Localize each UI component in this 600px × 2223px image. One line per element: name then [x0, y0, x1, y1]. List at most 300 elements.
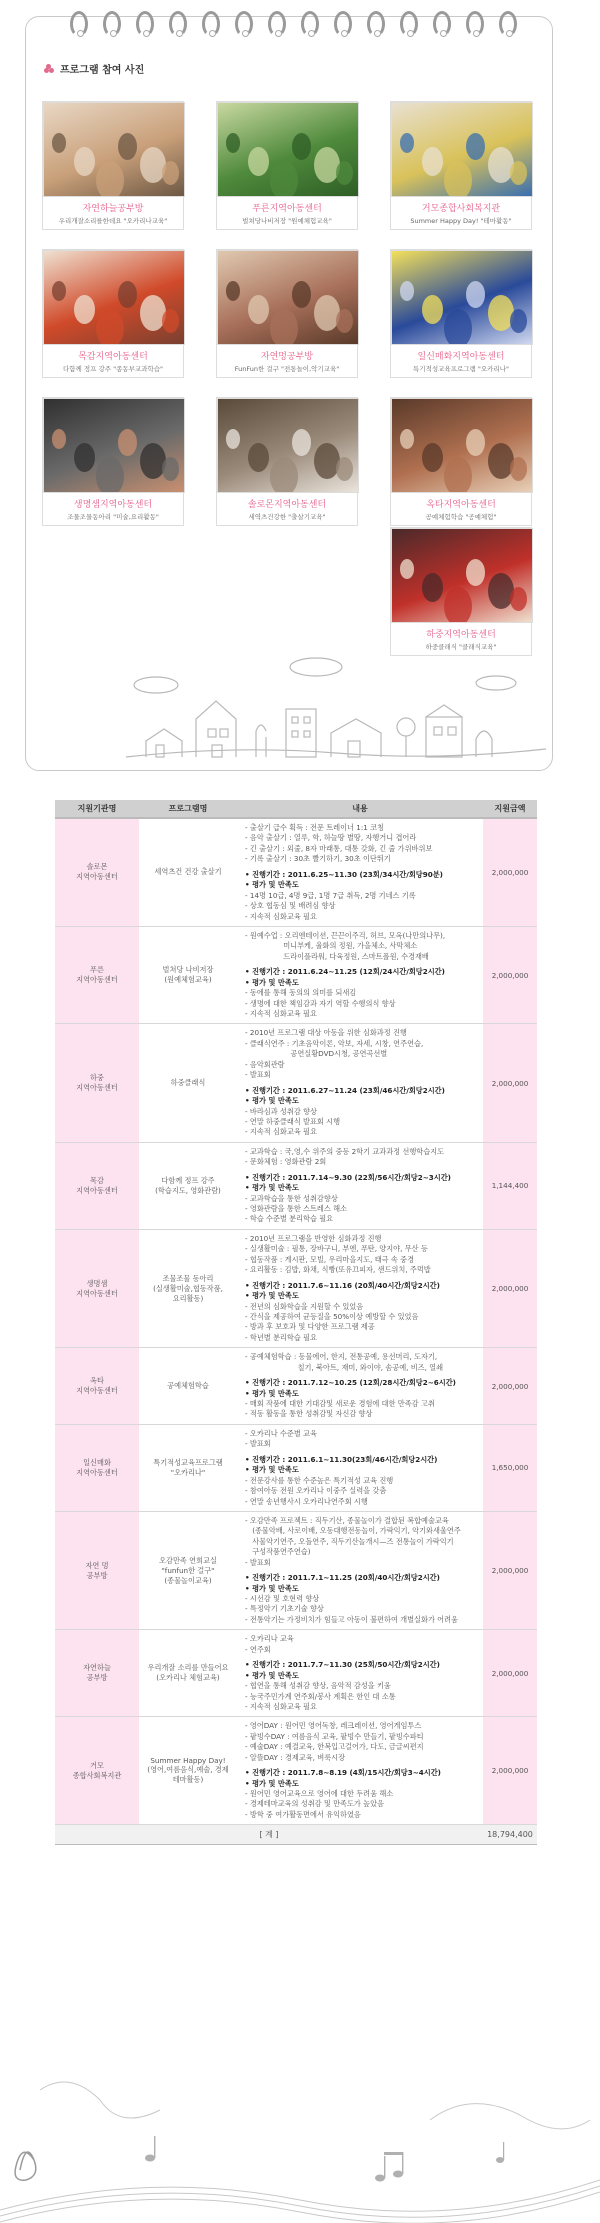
- photo-card[interactable]: [216, 397, 358, 526]
- content-line: - 동에를 통해 동의의 의미를 되새김: [245, 988, 357, 998]
- institution-line: 자연하늘: [83, 1663, 111, 1673]
- photo-figure: [270, 309, 298, 345]
- table-row: [55, 926, 537, 1024]
- program-line: 조물조물 동아리: [162, 1273, 214, 1283]
- institution-line: 지역아동센터: [76, 1386, 118, 1396]
- photo-figure: [336, 309, 353, 333]
- photo-section-title: [44, 61, 144, 76]
- content-line: • 진행기간 : 2011.7.12~10.25 (12회/28시간/회당2~6시간): [245, 1378, 456, 1388]
- institution-line: 공부방: [86, 1570, 108, 1580]
- content-line: - 문화체험 : 영화관람 2회: [245, 1157, 327, 1167]
- photo-caption: 조물조물동아리 "미술,요리활동": [67, 513, 159, 521]
- content-line: 공연실황DVD시청, 공연곡선별: [245, 1049, 388, 1059]
- content-line: • 진행기간 : 2011.7.7~11.30 (25회/50시간/회당2시간): [245, 1660, 440, 1670]
- spiral-ring: [301, 11, 319, 37]
- content-line: - 오감만족 프로젝트 : 직두기산, 종물놀이가 결합된 복합예술교육: [245, 1515, 449, 1525]
- program-line: (학습지도, 영화관람): [155, 1185, 221, 1195]
- photo-figure: [270, 161, 298, 197]
- content-line: - 원어민 영어교육으로 영어에 대한 두려움 해소: [245, 1789, 394, 1798]
- photo-figure: [96, 161, 124, 197]
- photo-figure: [96, 457, 124, 493]
- photo-notebook: [25, 16, 553, 771]
- content-line: 미니부케, 율화의 정원, 가을체소, 사막체소: [245, 941, 418, 951]
- content-line: - 발표회: [245, 1557, 271, 1567]
- content-line: - 특정악기 기초기술 향상: [245, 1604, 324, 1614]
- content-line: • 평가 및 만족도: [245, 880, 299, 890]
- photo-figure: [52, 429, 66, 449]
- photo-figure: [74, 147, 95, 176]
- program-line: 오감만족 연희교실: [159, 1555, 217, 1565]
- photo-center-name: 하중지역아동센터: [426, 630, 496, 640]
- photo-figure: [118, 281, 137, 308]
- cell-institution: [55, 1630, 139, 1717]
- program-line: 우리개잘 소리를 만들어요: [147, 1663, 229, 1673]
- total-amount: 18,794,400: [483, 1825, 537, 1845]
- cell-institution: [55, 1229, 139, 1347]
- program-photo: [217, 250, 359, 345]
- institution-line: 지역아동센터: [76, 1185, 118, 1195]
- photo-center-name: 거모종합사회복지관: [421, 204, 501, 214]
- cell-amount: 1,650,000: [483, 1424, 537, 1511]
- photo-figure: [74, 295, 95, 324]
- photo-figure: [162, 457, 179, 481]
- photo-figure: [226, 133, 240, 153]
- cell-institution: [55, 926, 139, 1024]
- program-line: 공예체험학습: [167, 1381, 209, 1391]
- program-line: (종물놀이교육): [164, 1575, 212, 1585]
- program-photo: [43, 102, 185, 197]
- cell-program: [139, 1630, 237, 1717]
- cell-content: [237, 1630, 483, 1717]
- photo-caption: FunFun한 걸구 "전통놀이,악기교육": [234, 365, 340, 373]
- photo-figure: [162, 309, 179, 333]
- content-line: - 바라심과 성취감 향상: [245, 1106, 317, 1116]
- content-line: - 경제테마교육의 성취감 및 만족도가 높았음: [245, 1799, 384, 1809]
- total-row: [55, 1825, 537, 1845]
- photo-figure: [400, 133, 414, 153]
- photo-figure: [510, 587, 527, 611]
- content-line: - 교과학습 : 국,영,수 위주의 중등 2학기 교과과정 선행학습지도: [245, 1146, 445, 1156]
- photo-card[interactable]: [216, 249, 358, 378]
- cell-amount: 2,000,000: [483, 1630, 537, 1717]
- photo-figure: [466, 429, 485, 456]
- content-line: • 진행기간 : 2011.6.27~11.24 (23회/46시간/회당2시간): [245, 1085, 445, 1095]
- photo-figure: [248, 147, 269, 176]
- content-line: • 평가 및 만족도: [245, 1465, 299, 1475]
- institution-line: 지역아동센터: [76, 1467, 118, 1477]
- cell-institution: [55, 818, 139, 926]
- photo-figure: [52, 133, 66, 153]
- spiral-ring: [202, 11, 220, 37]
- content-line: • 진행기간 : 2011.7.6~11.16 (20회/40시간/회당2시간): [245, 1280, 440, 1290]
- content-line: • 진행기간 : 2011.6.25~11.30 (23회/34시간/회당90분): [245, 869, 443, 879]
- spiral-ring: [466, 11, 484, 37]
- cell-amount: 2,000,000: [483, 1511, 537, 1629]
- photo-figure: [400, 429, 414, 449]
- photo-caption: 벌쳐당나비저장 "원예체험교육": [242, 217, 332, 225]
- cell-content: [237, 1142, 483, 1229]
- content-line: - 오카리나 수준별 교육: [245, 1428, 317, 1438]
- table-row: [55, 1348, 537, 1425]
- photo-caption: 특기적성교육프로그램 "오카리나": [413, 365, 509, 373]
- cell-content: [237, 1717, 483, 1825]
- photo-center-name: 자연하늘공부방: [82, 204, 144, 214]
- cell-institution: [55, 1424, 139, 1511]
- photo-section-title-text: 프로그램 참여 사진: [60, 65, 145, 76]
- table-row: [55, 1511, 537, 1629]
- cell-amount: 2,000,000: [483, 1229, 537, 1347]
- table-row: [55, 1229, 537, 1347]
- content-line: - 기록 출살기 : 30초 빨기하기, 30초 이단뛰기: [245, 854, 391, 864]
- spiral-ring: [433, 11, 451, 37]
- content-line: - 연말 송년행사시 오카리나연주회 시행: [245, 1496, 368, 1506]
- header-prog: 프로그램명: [139, 800, 237, 818]
- content-line: - 2010년 프로그램 대상 아동을 위한 심화과정 진행: [245, 1028, 407, 1038]
- photo-center-name: 목감지역아동센터: [78, 352, 148, 362]
- spiral-ring: [334, 11, 352, 37]
- content-line: - 전년의 심화학습을 지원할 수 있었음: [245, 1301, 364, 1311]
- content-line: - 팥빙수DAY : 여름음식 교육, 팥빙수 만들기, 팥빙수파티: [245, 1731, 424, 1741]
- photo-figure: [52, 281, 66, 301]
- photo-center-name: 자연멍공부방: [260, 352, 314, 362]
- photo-figure: [510, 161, 527, 185]
- cell-amount: 2,000,000: [483, 1024, 537, 1142]
- content-line: - 원예수업 : 오리엔테이션, 끈끈이주걱, 허브, 모옥(나만의나무),: [245, 930, 446, 940]
- institution-line: 거모: [90, 1760, 104, 1770]
- total-label: [ 계 ]: [55, 1825, 483, 1845]
- content-line: - 영화관람을 통한 스트레스 해소: [245, 1204, 347, 1213]
- content-line: - 협동작품 : 게시판, 모빌, 우리마을지도, 태극 속 중경: [245, 1254, 415, 1264]
- institution-line: 하중: [90, 1073, 104, 1083]
- photo-figure: [226, 429, 240, 449]
- table-row: [55, 1142, 537, 1229]
- photo-figure: [444, 309, 472, 345]
- program-photo: [391, 398, 533, 493]
- content-line: - 공예체험학습 : 동물에어, 한지, 전통공예, 용선머리, 도자기,: [245, 1352, 438, 1362]
- cell-program: [139, 1511, 237, 1629]
- cell-content: [237, 1424, 483, 1511]
- photo-figure: [248, 443, 269, 472]
- content-line: • 평가 및 만족도: [245, 1670, 299, 1680]
- content-line: - 전문강사를 통한 수준높은 특기적성 교육 진행: [245, 1475, 394, 1485]
- program-photo: [391, 102, 533, 197]
- institution-line: 푸른: [90, 965, 104, 975]
- program-line: (원예체험교육): [164, 975, 212, 985]
- spiral-ring: [268, 11, 286, 37]
- spiral-ring: [367, 11, 385, 37]
- photo-frame: [390, 101, 532, 230]
- content-line: - 발표회: [245, 1070, 271, 1080]
- photo-caption: 세역츠건강한 "출살기교육": [248, 513, 326, 521]
- photo-figure: [400, 281, 414, 301]
- cell-content: [237, 1024, 483, 1142]
- program-photo: [43, 398, 185, 493]
- photo-center-name: 옥타지역아동센터: [426, 500, 496, 510]
- content-line: • 진행기간 : 2011.7.8~8.19 (4회/15시간/회당3~4시간): [245, 1768, 441, 1778]
- program-line: Summer Happy Day!: [150, 1756, 226, 1766]
- content-line: • 평가 및 만족도: [245, 1183, 299, 1193]
- program-photo: [217, 398, 359, 493]
- photo-caption: 우리개잘소리를한데요 "오카리나교육": [58, 217, 168, 225]
- photo-card[interactable]: [390, 397, 532, 526]
- content-line: - 지속적 심화교육 필요: [245, 1127, 317, 1137]
- cell-institution: [55, 1024, 139, 1142]
- photo-figure: [422, 295, 443, 324]
- photo-figure: [162, 161, 179, 185]
- institution-line: 지역아동센터: [76, 975, 118, 985]
- program-line: 벌쳐당 나비저장: [162, 965, 214, 975]
- content-line: • 진행기간 : 2011.6.1~11.30(23회/46시간/회당2시간): [245, 1454, 438, 1464]
- cell-program: [139, 1229, 237, 1347]
- cell-content: [237, 1348, 483, 1425]
- photo-card[interactable]: [390, 249, 532, 378]
- table-row: [55, 1424, 537, 1511]
- content-line: - 지속적 심화교육 필요: [245, 1009, 317, 1018]
- cell-amount: 2,000,000: [483, 1348, 537, 1425]
- content-line: - 전통악기는 가정비치가 힘들고 아동이 불편하여 개별실화가 어려움: [245, 1614, 458, 1624]
- cell-content: [237, 818, 483, 926]
- program-line: "오카리나": [170, 1467, 206, 1477]
- content-line: 칠기, 북아트, 재미, 와이야, 솜공예, 비즈, 열쇄: [245, 1362, 444, 1372]
- spiral-ring: [235, 11, 253, 37]
- cell-content: [237, 926, 483, 1024]
- spiral-ring: [499, 11, 517, 37]
- photo-frame: [42, 101, 184, 230]
- photo-figure: [118, 133, 137, 160]
- spiral-rings: [70, 11, 530, 41]
- photo-figure: [226, 281, 240, 301]
- photo-figure: [336, 161, 353, 185]
- flower-icon: [44, 64, 54, 74]
- content-line: - 연말 하중클래식 발표회 시행: [245, 1116, 341, 1126]
- content-line: • 평가 및 만족도: [245, 1388, 299, 1398]
- content-line: • 평가 및 만족도: [245, 977, 299, 987]
- spiral-ring: [400, 11, 418, 37]
- cell-program: [139, 1348, 237, 1425]
- content-line: - 요리활동 : 김밥, 화채, 식빵(또유끄피자, 샌드위치, 주먹밥: [245, 1265, 431, 1275]
- table-header-row: [55, 800, 537, 818]
- cell-program: [139, 926, 237, 1024]
- institution-line: 공부방: [86, 1673, 108, 1683]
- photo-center-name: 솔로몬지역아동센터: [247, 500, 327, 510]
- content-line: • 평가 및 만족도: [245, 1778, 299, 1788]
- table-row: [55, 1717, 537, 1825]
- photo-center-name: 일신매화지역아동센터: [417, 352, 505, 362]
- institution-line: 옥타: [90, 1376, 104, 1386]
- photo-card[interactable]: [390, 101, 532, 230]
- institution-line: 지역아동센터: [76, 1083, 118, 1093]
- content-line: (종물악배, 사로이배, 오동대행전동놀이, 가락익기, 악기와새울연주: [245, 1526, 461, 1536]
- content-line: - 시선감 및 호현력 향상: [245, 1594, 320, 1603]
- cell-program: [139, 1424, 237, 1511]
- photo-caption: Summer Happy Day! "테마활동": [410, 217, 512, 225]
- content-line: - 출살기 급수 획득 : 전문 트레이너 1:1 코칭: [245, 823, 385, 832]
- photo-figure: [466, 133, 485, 160]
- content-line: - 음악 출살기 : 열루, 학, 하늘땅 별땅, 자행거니 겹어라: [245, 833, 417, 843]
- content-line: - 참여아동 전원 오카리나 이중주 실력을 갖춤: [245, 1486, 387, 1496]
- photo-frame: [390, 397, 532, 526]
- content-line: - 간식을 제공하여 균등질을 50%이상 예방할 수 있었음: [245, 1311, 419, 1321]
- institution-line: 지역아동센터: [76, 1288, 118, 1298]
- content-line: - 연주회: [245, 1644, 271, 1654]
- photo-center-name: 푸른지역아동센터: [252, 204, 322, 214]
- photo-figure: [510, 457, 527, 481]
- photo-frame: [390, 249, 532, 378]
- header-content: 내용: [237, 800, 483, 818]
- music-notes-decoration: [0, 2060, 600, 2223]
- cell-amount: 2,000,000: [483, 818, 537, 926]
- content-line: - 생명에 대한 책임감과 자기 역할 수행의식 향상: [245, 998, 396, 1008]
- content-line: 드라이플라워, 다육정원, 스마트폴원, 수경재배: [245, 951, 429, 961]
- content-line: - 음악회관람: [245, 1059, 285, 1069]
- photo-figure: [292, 133, 311, 160]
- cell-amount: 2,000,000: [483, 1717, 537, 1825]
- content-line: - 매회 작품에 대한 기대감및 새로운 경험에 대한 만족감 고취: [245, 1399, 435, 1408]
- content-line: - 예술DAY : 예결교육, 한복입고걸어가, 다도, 금글씨편지: [245, 1742, 424, 1752]
- institution-line: 일신매화: [83, 1457, 111, 1467]
- photo-figure: [444, 457, 472, 493]
- program-line: 특기적성교육프로그램: [153, 1457, 223, 1467]
- program-line: 테마활동): [172, 1775, 204, 1785]
- village-doodle: [116, 649, 556, 759]
- photo-figure: [336, 457, 353, 481]
- program-photo: [391, 250, 533, 345]
- photo-frame: [216, 101, 358, 230]
- photo-figure: [466, 559, 485, 586]
- cell-institution: [55, 1511, 139, 1629]
- cell-content: [237, 1511, 483, 1629]
- content-line: - 14명 10급, 4명 9급, 1명 7급 취득, 2명 기네스 기록: [245, 890, 416, 900]
- cell-institution: [55, 1142, 139, 1229]
- table-row: [55, 1630, 537, 1717]
- content-line: - 긴 출살기 : 외줄, 8자 마래통, 대통 갖화, 긴 줄 가위바위보: [245, 843, 433, 853]
- photo-figure: [400, 559, 414, 579]
- photo-frame: [216, 397, 358, 526]
- content-line: - 발표회: [245, 1439, 271, 1449]
- content-line: - 학습 수준별 분리학습 필요: [245, 1214, 334, 1224]
- photo-figure: [466, 281, 485, 308]
- program-line: 다함께 정프 강주: [161, 1175, 215, 1185]
- content-line: - 영어DAY : 원어민 영어독창, 레크레이션, 영어게임투스: [245, 1721, 422, 1731]
- spiral-ring: [169, 11, 187, 37]
- program-photo: [43, 250, 185, 345]
- support-table: [55, 800, 537, 1845]
- cell-content: [237, 1229, 483, 1347]
- institution-line: 종합사회복지관: [72, 1770, 122, 1780]
- content-line: - 2010년 프로그램을 반영한 심화과정 진행: [245, 1233, 382, 1243]
- photo-card[interactable]: [42, 101, 184, 230]
- content-line: • 진행기간 : 2011.7.1~11.25 (20회/40시간/회당2시간): [245, 1573, 440, 1583]
- spiral-ring: [103, 11, 121, 37]
- table-row: [55, 818, 537, 926]
- photo-card[interactable]: [216, 101, 358, 230]
- content-line: • 평가 및 만족도: [245, 1096, 299, 1106]
- photo-caption: 하중클래식 "클래식교육": [425, 643, 497, 651]
- content-line: - 실생활미술 : 필통, 장바구니, 부엔, 푸탄, 양지야, 무산 등: [245, 1244, 428, 1254]
- content-line: • 평가 및 만족도: [245, 1583, 299, 1593]
- photo-figure: [444, 161, 472, 197]
- content-line: - 지속적 심화교육 필요: [245, 1701, 317, 1711]
- institution-line: 자연 멍: [85, 1560, 109, 1570]
- cell-institution: [55, 1717, 139, 1825]
- photo-figure: [422, 443, 443, 472]
- content-line: - 오카리나 교육: [245, 1634, 294, 1644]
- cell-amount: 2,000,000: [483, 926, 537, 1024]
- photo-figure: [422, 573, 443, 602]
- institution-line: 지역아동센터: [76, 872, 118, 882]
- content-line: • 평가 및 만족도: [245, 1291, 299, 1301]
- program-line: "funfun한 걸구": [161, 1565, 215, 1575]
- institution-line: 솔로몬: [86, 862, 108, 872]
- photo-figure: [270, 457, 298, 493]
- photo-figure: [74, 443, 95, 472]
- spiral-ring: [136, 11, 154, 37]
- content-line: - 적동 활동을 통한 성취감및 자신감 향상: [245, 1409, 373, 1419]
- content-line: - 상호 협동심 및 배려심 향상: [245, 901, 336, 911]
- table-body: [55, 818, 537, 1845]
- program-photo: [217, 102, 359, 197]
- photo-figure: [422, 147, 443, 176]
- content-line: - 학년별 분리학습 필요: [245, 1332, 317, 1342]
- content-line: - 협연을 통해 성취감 향상, 음악적 감성을 키움: [245, 1681, 391, 1691]
- institution-line: 목감: [90, 1175, 104, 1185]
- content-line: - 지속적 심화교육 필요: [245, 911, 317, 921]
- photo-card[interactable]: [42, 397, 184, 526]
- photo-card[interactable]: [390, 527, 532, 656]
- photo-figure: [444, 587, 472, 623]
- photo-figure: [96, 309, 124, 345]
- content-line: - 클래식연주 : 기초음악이론, 악보, 자세, 시창, 연주연습,: [245, 1038, 424, 1048]
- content-line: - 알뜰DAY : 경제교육, 벼룩시장: [245, 1752, 346, 1762]
- photo-caption: 공예체험학습 "공예체험": [425, 513, 497, 521]
- content-line: - 능국주민가계 연주회/봉사 계획은 한인 대 소통: [245, 1691, 396, 1701]
- photo-figure: [118, 429, 137, 456]
- header-inst: 지원기관명: [55, 800, 139, 818]
- photo-caption: 다함께 정프 강주 "종동부교과학습": [62, 365, 164, 373]
- cell-institution: [55, 1348, 139, 1425]
- photo-figure: [248, 295, 269, 324]
- photo-figure: [292, 429, 311, 456]
- photo-frame: [42, 397, 184, 526]
- photo-figure: [510, 309, 527, 333]
- table-row: [55, 1024, 537, 1142]
- content-line: 사물악기연주, 오돌연주, 직두기산놀개시—즈 전통놀이 가락익기: [245, 1536, 454, 1546]
- header-amount: 지원금액: [483, 800, 537, 818]
- photo-card[interactable]: [42, 249, 184, 378]
- program-line: (실생활미술,협동작품,: [153, 1283, 223, 1293]
- cell-program: [139, 818, 237, 926]
- cell-program: [139, 1717, 237, 1825]
- content-line: - 방학 중 여가활동면에서 유익하였음: [245, 1809, 361, 1819]
- photo-frame: [216, 249, 358, 378]
- cell-program: [139, 1024, 237, 1142]
- content-line: - 방과 후 보호과 및 다양한 프로그램 제공: [245, 1322, 375, 1332]
- program-line: (오카리나 체험교육): [156, 1673, 220, 1683]
- photo-center-name: 생명샘지역아동센터: [73, 500, 153, 510]
- institution-line: 생명샘: [86, 1278, 108, 1288]
- spiral-ring: [70, 11, 88, 37]
- cell-program: [139, 1142, 237, 1229]
- program-photo: [391, 528, 533, 623]
- program-line: 세역츠건 건강 출살기: [154, 867, 222, 877]
- program-line: 하중클래식: [170, 1078, 206, 1088]
- cell-amount: 1,144,400: [483, 1142, 537, 1229]
- content-line: • 진행기간 : 2011.6.24~11.25 (12회/24시간/회당2시간): [245, 967, 445, 977]
- content-line: • 진행기간 : 2011.7.14~9.30 (22회/56시간/회당2~3시간): [245, 1172, 451, 1182]
- content-line: 구성작품연주연습): [245, 1547, 311, 1557]
- photo-frame: [390, 527, 532, 656]
- content-line: - 교과학습을 통한 성취감향상: [245, 1193, 338, 1203]
